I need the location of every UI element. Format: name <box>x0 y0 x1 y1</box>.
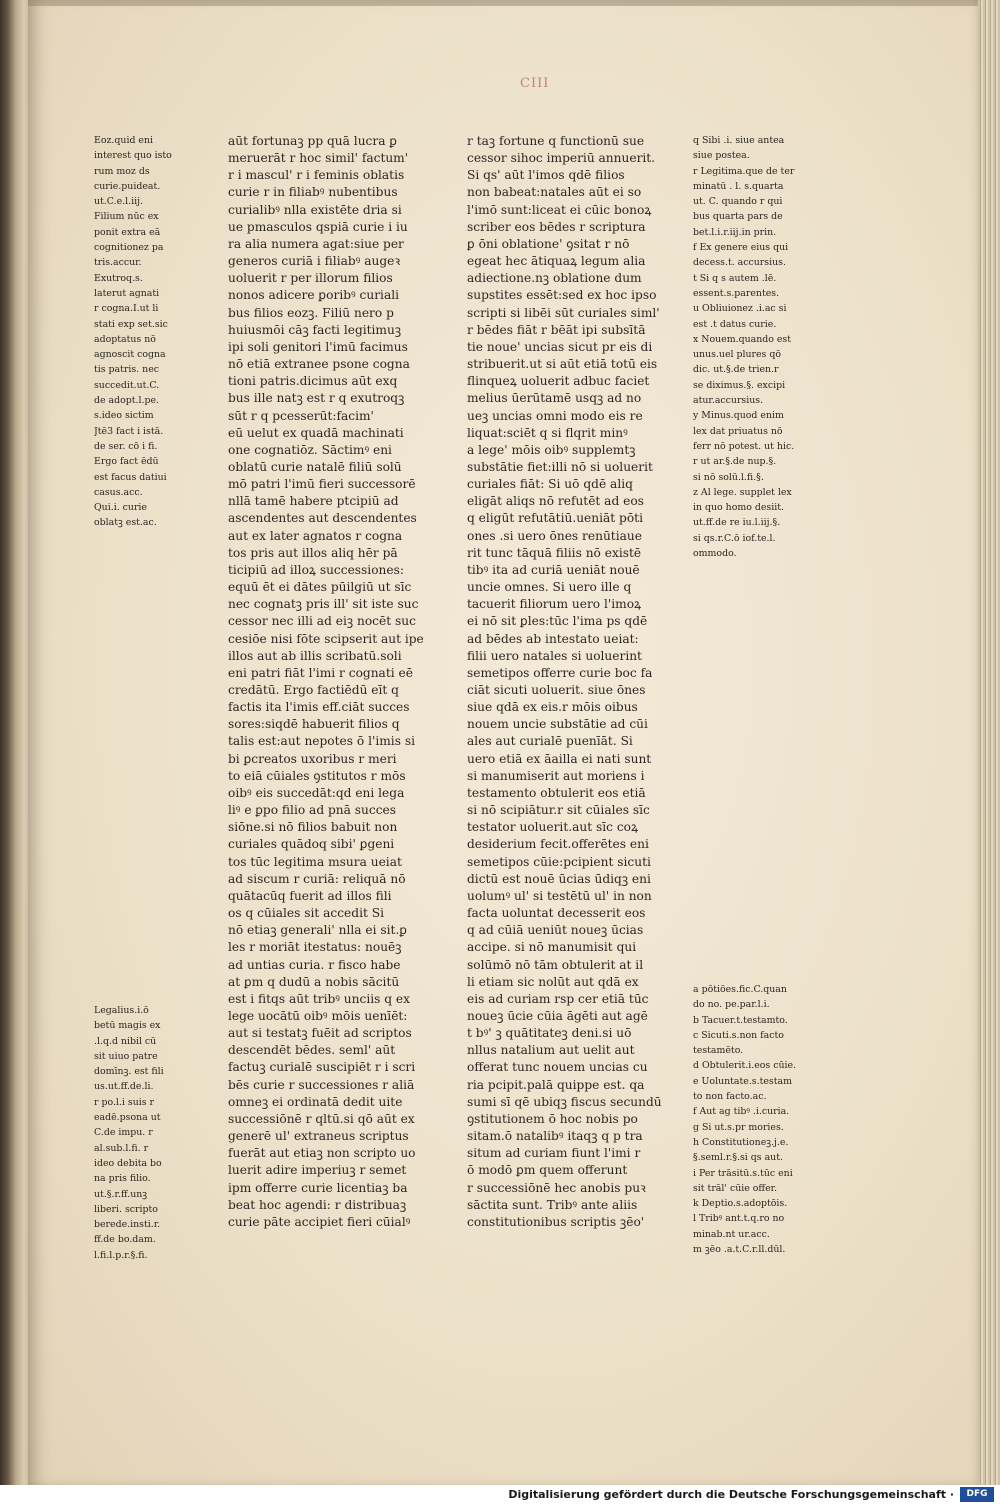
text-line: est .t datus curie. <box>693 318 777 330</box>
text-line: sit trāl' cūie offer. <box>693 1182 778 1194</box>
text-line: ferr nō potest. ut hic. <box>693 440 795 452</box>
text-line: adiectione.nꝫ oblatione dum <box>467 271 642 286</box>
text-line: illos aut ab illis scribatū.soli <box>228 648 402 663</box>
text-line: si qs.r.C.ō iof.te.l. <box>693 532 776 544</box>
text-line: siue qdā ex eis.r mōis oibus <box>467 700 638 715</box>
text-line: si nō solū.l.fi.§. <box>693 471 764 483</box>
text-line: b Tacuer.t.testamto. <box>693 1014 788 1026</box>
text-line: unus.uel plures qō <box>693 349 781 361</box>
gloss-left-bottom <box>94 1003 206 1263</box>
text-line: Eoz.quid eni <box>94 135 154 146</box>
text-line: curiales fiāt: Si uō qdē aliq <box>467 477 633 492</box>
text-line: r successiōnē hec anobis puꝛ <box>467 1180 646 1195</box>
text-line: l Tribꝰ ant.t.q.ro no <box>693 1213 785 1225</box>
text-line: r i mascul' r i feminis oblatis <box>228 168 405 183</box>
text-line: omneꝫ ei ordinatā dedit uite <box>228 1094 403 1109</box>
text-line: bet.l.i.r.iij.in prin. <box>693 226 777 238</box>
folio-number: CIII <box>520 76 550 91</box>
text-line: talis est:aut nepotes ō l'imis si <box>228 734 415 749</box>
text-line: si nō scipiātur.r sit cūiales sīc <box>467 803 650 818</box>
text-line: si manumiserit aut moriens i <box>467 768 645 783</box>
text-line: lege uocātū oibꝰ mōis uenīēt: <box>228 1008 408 1023</box>
text-line: interest quo isto <box>94 150 172 162</box>
text-line: oibꝰ eis succedāt:qd eni lega <box>228 785 405 800</box>
text-line: mō patri l'imū fieri successorē <box>228 477 416 492</box>
text-line: cesiōe nisi fōte scipserit aut ipe <box>228 631 424 646</box>
text-line: li etiam sic nolūt aut qdā ex <box>467 974 639 989</box>
text-line: q eligūt refutātiū.ueniāt pōti <box>467 511 643 526</box>
text-line: ut.C.e.l.iij. <box>94 196 143 208</box>
text-line: nō etiaꝫ generali' nlla ei sit.ꝑ <box>228 923 407 938</box>
text-line: dictū est nouē ūcias ūdiqꝫ eni <box>467 871 651 886</box>
text-line: c Sicuti.s.non facto <box>693 1029 784 1041</box>
text-line: al.sub.l.fi. r <box>94 1142 149 1154</box>
text-line: domīnꝫ. est fili <box>94 1066 164 1078</box>
text-line: equū ēt ei dātes pūilgiū ut sīc <box>228 580 412 595</box>
main-text-left <box>228 133 438 1231</box>
text-line: situm ad curiam fiunt l'imi r <box>467 1146 641 1161</box>
text-line: betū magis ex <box>94 1020 161 1032</box>
text-line: in quo homo desiit. <box>693 502 784 514</box>
text-line: accipe. si nō manumisit qui <box>467 940 637 955</box>
text-line: ad untias curia. r fisco habe <box>228 957 401 972</box>
text-line: ipm offerre curie licentiaꝫ ba <box>228 1180 408 1195</box>
text-line: tos tūc legitima msura ueiat <box>228 854 402 869</box>
text-line: facta uoluntat decesserit eos <box>467 906 646 921</box>
text-line: tibꝰ ita ad curiā ueniāt nouē <box>467 562 640 577</box>
text-line: Filium nūc ex <box>94 211 159 223</box>
text-line: testator uoluerit.aut sīc coꝝ <box>467 820 639 835</box>
text-line: tis patris. nec <box>94 364 160 376</box>
text-line: liberi. scripto <box>94 1203 158 1215</box>
left-page-edge <box>0 0 30 1485</box>
text-line: f Aut ag tibꝰ .i.curia. <box>693 1106 790 1118</box>
text-line: ueꝫ uncias omni modo eis re <box>467 408 643 423</box>
text-line: §.seml.r.§.si qs aut. <box>693 1152 783 1164</box>
text-line: do no. pe.par.l.i. <box>693 999 770 1011</box>
text-line: to eiā cūiales ꝯstitutos r mōs <box>228 768 406 783</box>
text-line: de ser. cō i fi. <box>94 440 158 452</box>
text-line: substātie fiet:illi nō si uoluerit <box>467 459 653 474</box>
text-line: egeat hec ātiquaꝝ legum alia <box>467 254 646 269</box>
text-line: adoptatus nō <box>94 333 156 345</box>
text-line: casus.acc. <box>94 486 143 498</box>
text-line: eligāt aliqs nō refutēt ad eos <box>467 494 644 509</box>
gloss-left-top <box>94 133 206 531</box>
text-line: d Obtulerit.i.eos cūie. <box>693 1060 797 1072</box>
text-line: de adopt.l.pe. <box>94 395 160 407</box>
text-line: aut ex later agnatos r cogna <box>228 528 403 543</box>
text-line: semetipos offerre curie boc fa <box>467 665 653 680</box>
dfg-logo: DFG <box>960 1487 994 1502</box>
text-line: ra alia numera agat:siue per <box>228 236 404 251</box>
text-line: uero etiā ex āailla ei nati sunt <box>467 751 652 766</box>
text-line: flinqueꝝ uoluerit adbuc faciet <box>467 374 650 389</box>
text-line: f Ex genere eius qui <box>693 242 789 254</box>
text-line: g Si ut.s.pr mories. <box>693 1121 784 1133</box>
text-line: r po.l.i suis r <box>94 1096 154 1108</box>
text-line: at ꝑm q dudū a nobis sācitū <box>228 974 400 989</box>
text-line: t Si q s autem .lē. <box>693 272 777 284</box>
fore-edge <box>978 0 1000 1485</box>
text-line: Jtē3 fact i istā. <box>94 425 164 437</box>
text-line: desiderium fecit.offerētes eni <box>467 837 649 852</box>
text-line: siue postea. <box>693 150 750 162</box>
text-line: filii uero natales si uoluerint <box>467 648 642 663</box>
text-line: tris.accur. <box>94 257 142 269</box>
text-line: credātū. Ergo factiēdū eīt q <box>228 683 399 697</box>
text-line: ipi soli genitori l'imū facimus <box>228 339 408 354</box>
text-line: decess.t. accursius. <box>693 257 786 269</box>
text-line: C.de impu. r <box>94 1127 153 1139</box>
text-line: factis ita l'imis eff.ciāt succes <box>228 700 410 715</box>
text-line: r taꝫ fortune q functionū sue <box>467 134 645 148</box>
text-line: s.ideo sictim <box>94 410 154 422</box>
text-line: sūt r q pcesserūt:facim' <box>228 408 374 423</box>
text-line: one cognatiōz. Sāctimꝰ eni <box>228 442 392 457</box>
text-line: us.ut.ff.de.li. <box>94 1081 154 1093</box>
text-line: tacuerit filiorum uero l'imoꝝ <box>467 597 642 612</box>
text-line: ut. C. quando r qui <box>693 196 783 208</box>
main-text-right <box>467 133 677 1231</box>
text-line: na pris filio. <box>94 1173 151 1185</box>
text-line: eis ad curiam rsp cer etiā tūc <box>467 991 649 1006</box>
text-line: curialibꝰ nlla existēte dria si <box>228 202 402 217</box>
gloss-right-bottom <box>693 982 833 1257</box>
text-line: descendēt bēdes. seml' aūt <box>228 1043 396 1058</box>
text-line: est i fitqs aūt tribꝰ unciis q ex <box>228 991 411 1006</box>
text-line: tos pris aut illos aliq hēr pā <box>228 545 398 560</box>
text-line: i Per trāsitū.s.tūc eni <box>693 1167 793 1179</box>
text-line: non babeat:natales aūt ei so <box>467 185 642 200</box>
text-line: nonos adicere ꝑoribꝰ curiali <box>228 288 400 303</box>
text-line: bus filios eozꝫ. Filiū nero p <box>228 305 394 320</box>
text-line: minatū . l. s.quarta <box>693 180 784 192</box>
text-line: supstites essēt:sed ex hoc ipso <box>467 288 657 303</box>
text-line: ut.ff.de re iu.l.iij.§. <box>693 517 781 529</box>
text-line: ō modō ꝑm quem offerunt <box>467 1163 628 1178</box>
text-line: cognitionez pa <box>94 242 164 254</box>
text-line: huiusmōi cāꝫ facti legitimuꝫ <box>228 322 402 337</box>
text-line: testamēto. <box>693 1045 744 1057</box>
text-line: eadē.psona ut <box>94 1112 161 1124</box>
text-line: ut.§.r.ff.unꝫ <box>94 1188 148 1200</box>
text-line: ei nō sit ꝑles:tūc l'ima ps qdē <box>467 614 648 629</box>
text-line: .l.q.d nibil cū <box>94 1035 157 1047</box>
text-line: bēs curie r successiones r aliā <box>228 1077 415 1092</box>
text-line: Exutroq.s. <box>94 272 143 284</box>
text-line: ff.de bo.dam. <box>94 1234 156 1246</box>
text-line: succedit.ut.C. <box>94 379 160 391</box>
text-line: stribuerit.ut si aūt etiā totū eis <box>467 357 658 372</box>
text-line: aut si testatꝫ fuēit ad scriptos <box>228 1026 412 1041</box>
text-line: ascendentes aut descendentes <box>228 511 417 526</box>
text-line: Ergo fact ēdū <box>94 456 159 468</box>
text-line: os q cūiales sit accedit Si <box>228 906 384 921</box>
text-line: ones .si uero ōnes renūtiaue <box>467 528 642 543</box>
text-line: se diximus.§. excipi <box>693 379 786 391</box>
text-line: nllā tamē habere ptcipiū ad <box>228 494 399 509</box>
text-line: m ꝫēo .a.t.C.r.ll.dūl. <box>693 1244 786 1256</box>
text-line: uolumꝰ ul' si testētū ul' in non <box>467 888 652 903</box>
top-page-edge <box>28 0 1000 6</box>
text-line: h Constitutioneꝫ.j.e. <box>693 1136 789 1148</box>
text-line: generē ul' extraneus scriptus <box>228 1129 409 1144</box>
text-line: ideo debita bo <box>94 1157 162 1169</box>
text-line: atur.accursius. <box>693 395 764 407</box>
text-line: factuꝫ curialē suscipiēt r i scri <box>228 1060 416 1075</box>
text-line: luerit adire imperiuꝫ r semet <box>228 1163 407 1178</box>
text-line: y Minus.quod enim <box>693 410 784 422</box>
text-line: ad siscum r curiā: reliquā nō <box>228 871 406 886</box>
text-line: curiales quādoq sibi' ꝑgeni <box>228 837 395 852</box>
text-line: ue pmasculos qspiā curie i iu <box>228 219 408 234</box>
text-line: minab.nt ur.acc. <box>693 1228 770 1240</box>
text-line: nō etiā extranee psone cogna <box>228 357 410 372</box>
text-line: sores:siqdē habuerit filios q <box>228 717 400 732</box>
text-line: r cogna.I.ut li <box>94 303 159 315</box>
text-line: r ut ar.§.de nup.§. <box>693 456 777 468</box>
text-line: les r moriāt itestatus: nouēꝫ <box>228 940 402 955</box>
text-line: a lege' mōis oibꝰ supplemtꝫ <box>467 442 636 457</box>
text-line: meruerāt r hoc simil' factum' <box>228 151 409 166</box>
text-line: bus quarta pars de <box>693 211 783 223</box>
text-line: cessor sihoc imperiū annuerit. <box>467 151 656 166</box>
text-line: to non facto.ac. <box>693 1091 767 1103</box>
text-line: solūmō nō tām obtulerit at il <box>467 957 644 972</box>
text-line: essent.s.parentes. <box>693 287 780 299</box>
text-line: ponit extra eā <box>94 226 161 238</box>
text-line: sāctita sunt. Tribꝰ ante aliis <box>467 1197 638 1212</box>
text-line: ales aut curialē puenīāt. Si <box>467 734 633 749</box>
footer-bar <box>0 1485 1000 1505</box>
text-line: stati exp set.sic <box>94 318 168 330</box>
text-line: Si qs' aūt l'imos qdē filios <box>467 168 625 183</box>
text-line: l'imō sunt:liceat ei cūic bonoꝝ <box>467 202 652 217</box>
text-line: x Nouem.quando est <box>693 333 791 345</box>
text-line: e Uoluntate.s.testam <box>693 1075 792 1087</box>
text-line: semetipos cūie:pcipient sicuti <box>467 854 651 869</box>
text-line: lex dat priuatus nō <box>693 425 783 437</box>
text-line: oblatꝫ est.ac. <box>94 517 157 529</box>
text-line: nec cognatꝫ pris ill' sit iste suc <box>228 597 419 612</box>
text-line: uoluerit r per illorum filios <box>228 271 393 286</box>
text-line: ciāt sicuti uoluerit. siue ōnes <box>467 683 646 697</box>
text-line: curie.puideat. <box>94 180 161 192</box>
text-line: curie r in filiabꝰ nubentibus <box>228 185 398 200</box>
text-line: ꝯstitutionem ō hoc nobis po <box>467 1111 638 1126</box>
text-line: melius ūerūtamē usqꝫ ad no <box>467 391 642 406</box>
text-line: t bꝰ' ꝫ quātitateꝫ deni.si uō <box>467 1026 632 1041</box>
text-line: l.fi.l.p.r.§.fi. <box>94 1249 148 1261</box>
text-line: k Deptio.s.adoptōis. <box>693 1198 788 1210</box>
text-line: quātacūq fuerit ad illos fili <box>228 888 392 903</box>
text-line: fuerāt aut etiaꝫ non scripto uo <box>228 1146 416 1161</box>
text-line: generos curiā i filiabꝰ augeꝛ <box>228 254 401 269</box>
text-line: scriber eos bēdes r scriptura <box>467 219 646 234</box>
text-line: successiōnē r qltū.si qō aūt ex <box>228 1111 415 1126</box>
text-line: sumi sī qē ubiqꝫ fiscus secundū <box>467 1094 662 1109</box>
text-line: tie noue' uncias sicut pr eis di <box>467 339 653 354</box>
text-line: agnoscit cogna <box>94 349 166 361</box>
text-line: est facus datiui <box>94 471 167 483</box>
text-line: bi ꝑcreatos uxoribus r meri <box>228 751 397 766</box>
text-line: scripti si libēi sūt curiales siml' <box>467 305 660 320</box>
text-line: eni patri fiāt l'imi r cognati eē <box>228 665 413 680</box>
text-line: Legalius.i.ō <box>94 1005 149 1016</box>
text-line: nouem uncie substātie ad cūi <box>467 717 648 732</box>
text-line: ad bēdes ab intestato ueiat: <box>467 631 639 646</box>
text-line: a pōtiōes.fic.C.quan <box>693 984 787 995</box>
text-line: siōne.si nō filios babuit non <box>228 820 398 835</box>
text-line: tioni patris.dicimus aūt exq <box>228 374 398 389</box>
text-line: sit uiuo patre <box>94 1050 158 1062</box>
text-line: oblatū curie natalē filiū solū <box>228 459 402 474</box>
gloss-right-top <box>693 133 833 561</box>
text-line: liquat:sciēt q si flqrit minꝰ <box>467 425 628 440</box>
text-line: sitam.ō natalibꝰ itaqꝫ q p tra <box>467 1129 643 1144</box>
text-line: laterut agnati <box>94 287 160 299</box>
text-line: offerat tunc nouem uncias cu <box>467 1060 648 1075</box>
text-line: beat hoc agendi: r distribuaꝫ <box>228 1197 407 1212</box>
text-line: cessor nec illi ad eiꝫ nocēt suc <box>228 614 416 629</box>
text-line: z Al lege. supplet lex <box>693 486 792 498</box>
text-line: ria pcipit.palā quippe est. qa <box>467 1077 645 1092</box>
digitization-credit: Digitalisierung gefördert durch die Deutsche Forschungsgemeinschaft · <box>508 1488 954 1501</box>
text-line: q Sibi .i. siue antea <box>693 135 785 146</box>
text-line: constitutionibus scriptis ꝫēo' <box>467 1214 645 1229</box>
text-line: bus ille natꝫ est r q exutroqꝫ <box>228 391 405 406</box>
text-line: eū uelut ex quadā machinati <box>228 425 404 440</box>
text-line: ticipiū ad illoꝝ successiones: <box>228 562 404 577</box>
text-line: r Legitima.que de ter <box>693 165 795 177</box>
text-line: r bēdes fiāt r bēāt ipi subsītā <box>467 322 646 337</box>
text-line: dic. ut.§.de trien.r <box>693 364 779 376</box>
text-line: ꝑ ōni oblatione' ꝯsitat r nō <box>467 236 630 251</box>
text-line: aūt fortunaꝫ pp quā lucra ꝑ <box>228 134 397 148</box>
text-line: curie pāte accipiet fieri cūialꝰ <box>228 1214 411 1229</box>
text-line: rum moz ds <box>94 165 150 177</box>
text-line: u Obliuionez .i.ac si <box>693 303 787 315</box>
text-line: q ad cūiā ueniūt noueꝫ ūcias <box>467 923 644 938</box>
text-line: uncie omnes. Si uero ille q <box>467 580 632 595</box>
text-line: Qui.i. curie <box>94 502 147 514</box>
text-line: noueꝫ ūcie cūia āgēti aut agē <box>467 1008 648 1023</box>
text-line: ommodo. <box>693 548 737 560</box>
text-line: rit tunc tāquā filiis nō existē <box>467 545 642 560</box>
text-line: testamento obtulerit eos etiā <box>467 785 646 800</box>
text-line: berede.insti.r. <box>94 1219 161 1231</box>
text-line: nllus natalium aut uelit aut <box>467 1043 635 1058</box>
text-line: liꝰ e ꝑpo filio ad pnā succes <box>228 803 397 818</box>
